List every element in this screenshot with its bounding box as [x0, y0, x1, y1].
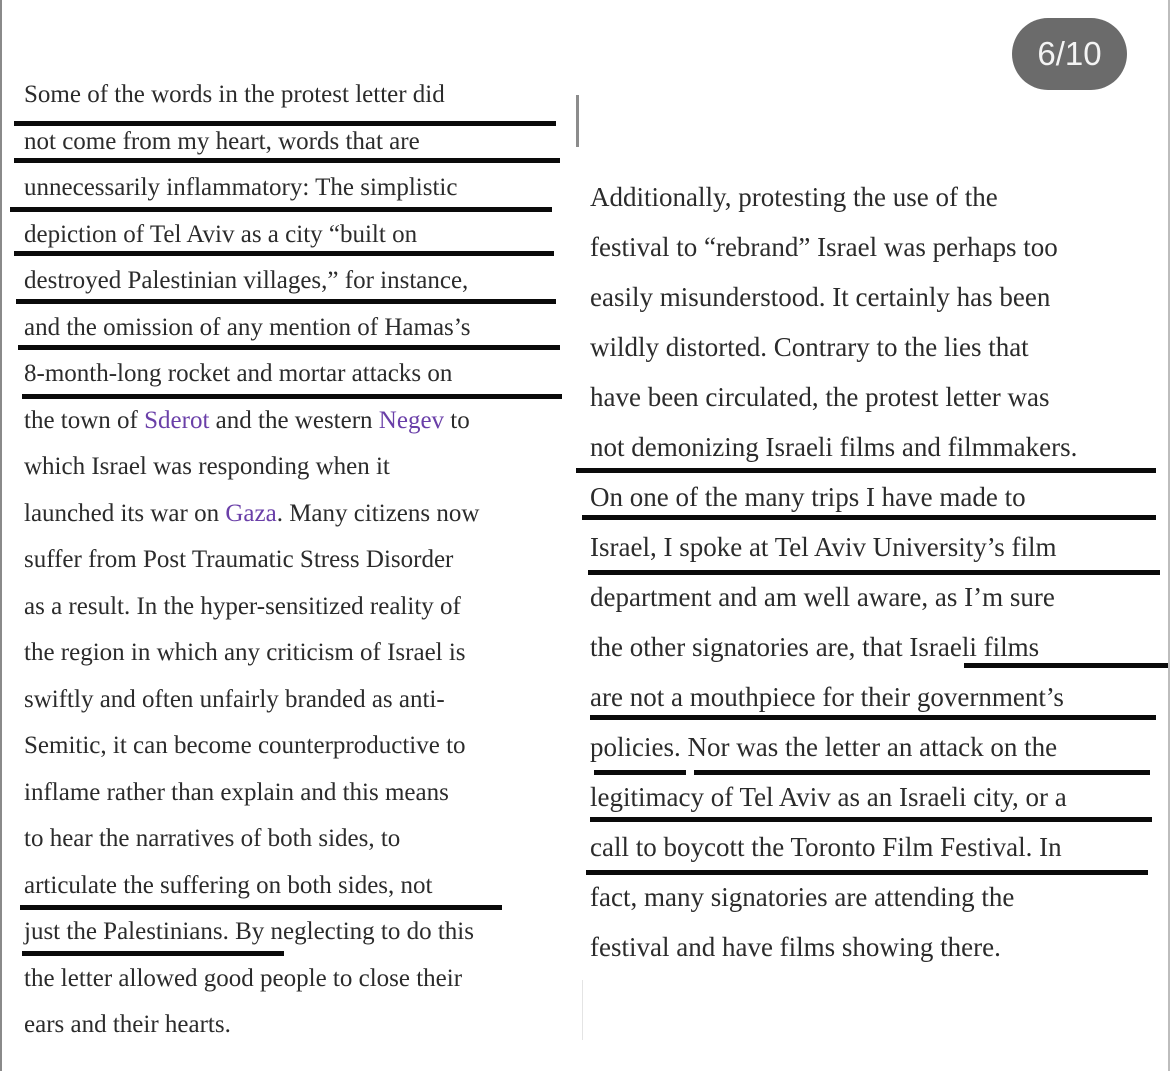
text-segment: as a result. In the hyper-sensitized reality of: [24, 592, 461, 620]
highlight-underline: [10, 207, 552, 212]
highlight-underline: [582, 515, 1156, 520]
text-segment: and the omission of any mention of Hamas’s: [24, 313, 471, 341]
text-segment: fact, many signatories are attending the: [590, 882, 1015, 912]
highlight-underline: [16, 299, 556, 304]
text-segment: have been circulated, the protest letter was: [590, 382, 1050, 412]
text-segment: suffer from Post Traumatic Stress Disorder: [24, 546, 454, 573]
text-line: [590, 872, 1014, 922]
text-line: [24, 630, 466, 677]
page-counter-badge: 6/10: [1012, 18, 1127, 90]
text-segment: to hear the narratives of both sides, to: [24, 825, 401, 852]
text-segment: department and am well aware, as I’m sure: [590, 582, 1055, 612]
text-segment: wildly distorted. Contrary to the lies that: [590, 332, 1029, 362]
inline-link[interactable]: Negev: [378, 406, 445, 434]
highlight-underline: [22, 951, 284, 956]
text-segment: unnecessarily inflammatory: The simplistic: [24, 174, 458, 201]
text-segment: articulate the suffering on both sides, not: [24, 871, 433, 899]
text-line: [590, 322, 1029, 372]
text-segment: depiction of Tel Aviv as a city “built on: [24, 220, 418, 248]
highlight-underline: [576, 468, 1156, 473]
text-line: [24, 165, 457, 212]
screenshot-left-border: [0, 0, 2, 1071]
text-line: [24, 351, 452, 398]
text-line: [24, 258, 468, 305]
text-segment: ears and their hearts.: [24, 1011, 231, 1038]
text-segment: festival to “rebrand” Israel was perhaps too: [590, 232, 1058, 262]
highlight-underline: [594, 770, 686, 775]
text-line: [590, 522, 1057, 572]
text-line: [24, 398, 470, 445]
text-line: [24, 770, 449, 817]
text-line: [24, 723, 466, 770]
text-segment: not demonizing Israeli films and filmmakers.: [590, 432, 1078, 462]
highlight-underline: [14, 251, 554, 256]
text-segment: not come from my heart, words that are: [24, 127, 420, 155]
highlight-underline: [694, 770, 1150, 775]
highlight-underline: [14, 158, 560, 163]
text-segment: just the Palestinians. By neglecting to do this: [24, 918, 474, 945]
text-line: [24, 909, 474, 956]
text-segment: swiftly and often unfairly branded as anti-: [24, 685, 445, 713]
text-segment: policies. Nor was the letter an attack on the: [590, 732, 1058, 762]
inline-link[interactable]: Gaza: [225, 499, 277, 527]
text-segment: 8-month-long rocket and mortar attacks on: [24, 360, 453, 387]
text-line: [24, 863, 432, 910]
text-cursor: [576, 95, 579, 147]
highlight-underline: [964, 663, 1168, 668]
highlight-underline: [590, 817, 1152, 822]
text-line: [24, 816, 400, 863]
text-segment: to: [444, 406, 470, 434]
text-segment: which Israel was responding when it: [24, 453, 390, 480]
text-segment: the region in which any criticism of Israel is: [24, 639, 466, 666]
text-segment: Some of the words in the protest letter did: [24, 81, 445, 108]
highlight-underline: [22, 394, 562, 399]
text-line: [590, 822, 1062, 872]
text-line: [590, 422, 1077, 472]
text-line: [24, 444, 390, 491]
text-segment: On one of the many trips I have made to: [590, 482, 1026, 512]
text-segment: the letter allowed good people to close their: [24, 964, 463, 992]
text-line: [590, 922, 1001, 972]
highlight-underline: [14, 121, 556, 126]
text-segment: launched its war on: [24, 499, 226, 527]
highlight-underline: [588, 570, 1160, 575]
text-line: [590, 172, 998, 222]
text-line: [590, 722, 1057, 772]
text-segment: and the western: [209, 406, 379, 434]
text-segment: the town of: [24, 406, 145, 434]
text-line: [24, 491, 479, 538]
text-line: [590, 772, 1067, 822]
highlight-underline: [18, 345, 560, 350]
highlight-underline: [590, 715, 1156, 720]
text-segment: inflame rather than explain and this means: [24, 778, 449, 806]
text-line: [24, 1002, 231, 1049]
text-line: [590, 272, 1050, 322]
text-segment: . Many citizens now: [276, 499, 480, 527]
text-segment: destroyed Palestinian villages,” for instance,: [24, 267, 469, 294]
text-segment: Additionally, protesting the use of the: [590, 182, 998, 212]
highlight-underline: [20, 905, 502, 910]
text-segment: are not a mouthpiece for their government’s: [590, 682, 1064, 712]
text-line: [590, 572, 1055, 622]
text-segment: Israel, I spoke at Tel Aviv University’s film: [590, 532, 1057, 562]
column-divider: [582, 980, 583, 1040]
text-segment: call to boycott the Toronto Film Festival. In: [590, 832, 1062, 862]
text-segment: Semitic, it can become counterproductive to: [24, 732, 466, 759]
text-line: [590, 222, 1058, 272]
text-segment: easily misunderstood. It certainly has been: [590, 282, 1051, 312]
text-segment: the other signatories are, that Israeli films: [590, 632, 1040, 662]
text-line: [590, 372, 1050, 422]
text-segment: festival and have films showing there.: [590, 932, 1001, 962]
highlight-underline: [586, 870, 1148, 875]
text-line: [24, 72, 445, 119]
text-line: [24, 956, 462, 1003]
text-segment: legitimacy of Tel Aviv as an Israeli city, or a: [590, 782, 1067, 812]
inline-link[interactable]: Sderot: [144, 406, 210, 434]
text-line: [24, 584, 461, 631]
text-line: [24, 537, 453, 584]
text-line: [24, 677, 445, 724]
